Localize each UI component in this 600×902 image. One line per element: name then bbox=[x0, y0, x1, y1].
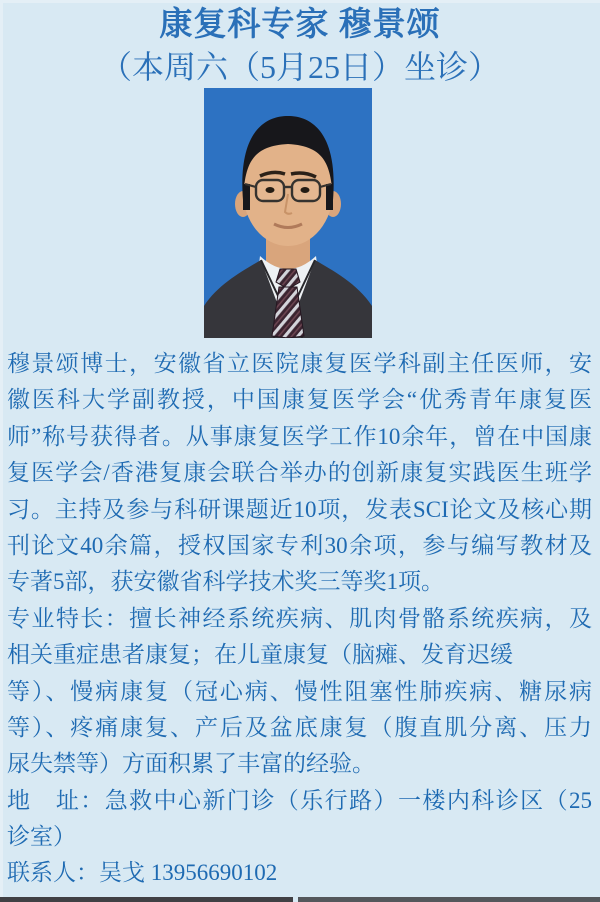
bio-line: 复医学会/香港复康会联合举办的创新康复实践医生班学 bbox=[7, 460, 592, 486]
bio-line: 徽医科大学副教授，中国康复医学会“优秀青年康复医 bbox=[7, 387, 592, 413]
portrait-photo-svg bbox=[204, 88, 372, 338]
contact-line: 联系人：吴戈 13956690102 bbox=[7, 860, 278, 886]
address-line: 诊室） bbox=[7, 824, 76, 850]
portrait-photo bbox=[204, 88, 372, 338]
specialty-line: 专业特长：擅长神经系统疾病、肌肉骨骼系统疾病，及 bbox=[7, 605, 592, 631]
address-line: 地 址：急救中心新门诊（乐行路）一楼内科诊区（25 bbox=[7, 787, 592, 813]
specialty-line: 尿失禁等）方面积累了丰富的经验。 bbox=[7, 751, 375, 777]
bio-line: 习。主持及参与科研课题近10项，发表SCI论文及核心期 bbox=[7, 496, 592, 522]
specialty-line: 等）、慢病康复（冠心病、慢性阻塞性肺疾病、糖尿病 bbox=[7, 678, 592, 704]
poster-title: 康复科专家 穆景颂 bbox=[159, 7, 441, 43]
eye-left bbox=[266, 187, 275, 193]
bottom-window-edge-right bbox=[298, 897, 600, 902]
specialty-line: 相关重症患者康复；在儿童康复（脑瘫、发育迟缓 bbox=[7, 642, 513, 668]
tie bbox=[272, 269, 304, 338]
eye-right bbox=[301, 187, 310, 193]
specialty-line: 等）、疼痛康复、产后及盆底康复（腹直肌分离、压力 bbox=[7, 714, 592, 740]
bio-line: 刊论文40余篇，授权国家专利30余项，参与编写教材及 bbox=[7, 532, 592, 558]
bottom-window-edge-left bbox=[0, 897, 293, 902]
biography-text bbox=[7, 346, 592, 892]
poster-header bbox=[0, 4, 600, 88]
schedule-subtitle: （本周六（5月25日）坐诊） bbox=[99, 49, 500, 85]
bio-line: 师”称号获得者。从事康复医学工作10余年，曾在中国康 bbox=[7, 423, 592, 449]
bio-line: 专著5部，获安徽省科学技术奖三等奖1项。 bbox=[7, 569, 444, 595]
bio-line: 穆景颂博士，安徽省立医院康复医学科副主任医师，安 bbox=[7, 351, 592, 376]
